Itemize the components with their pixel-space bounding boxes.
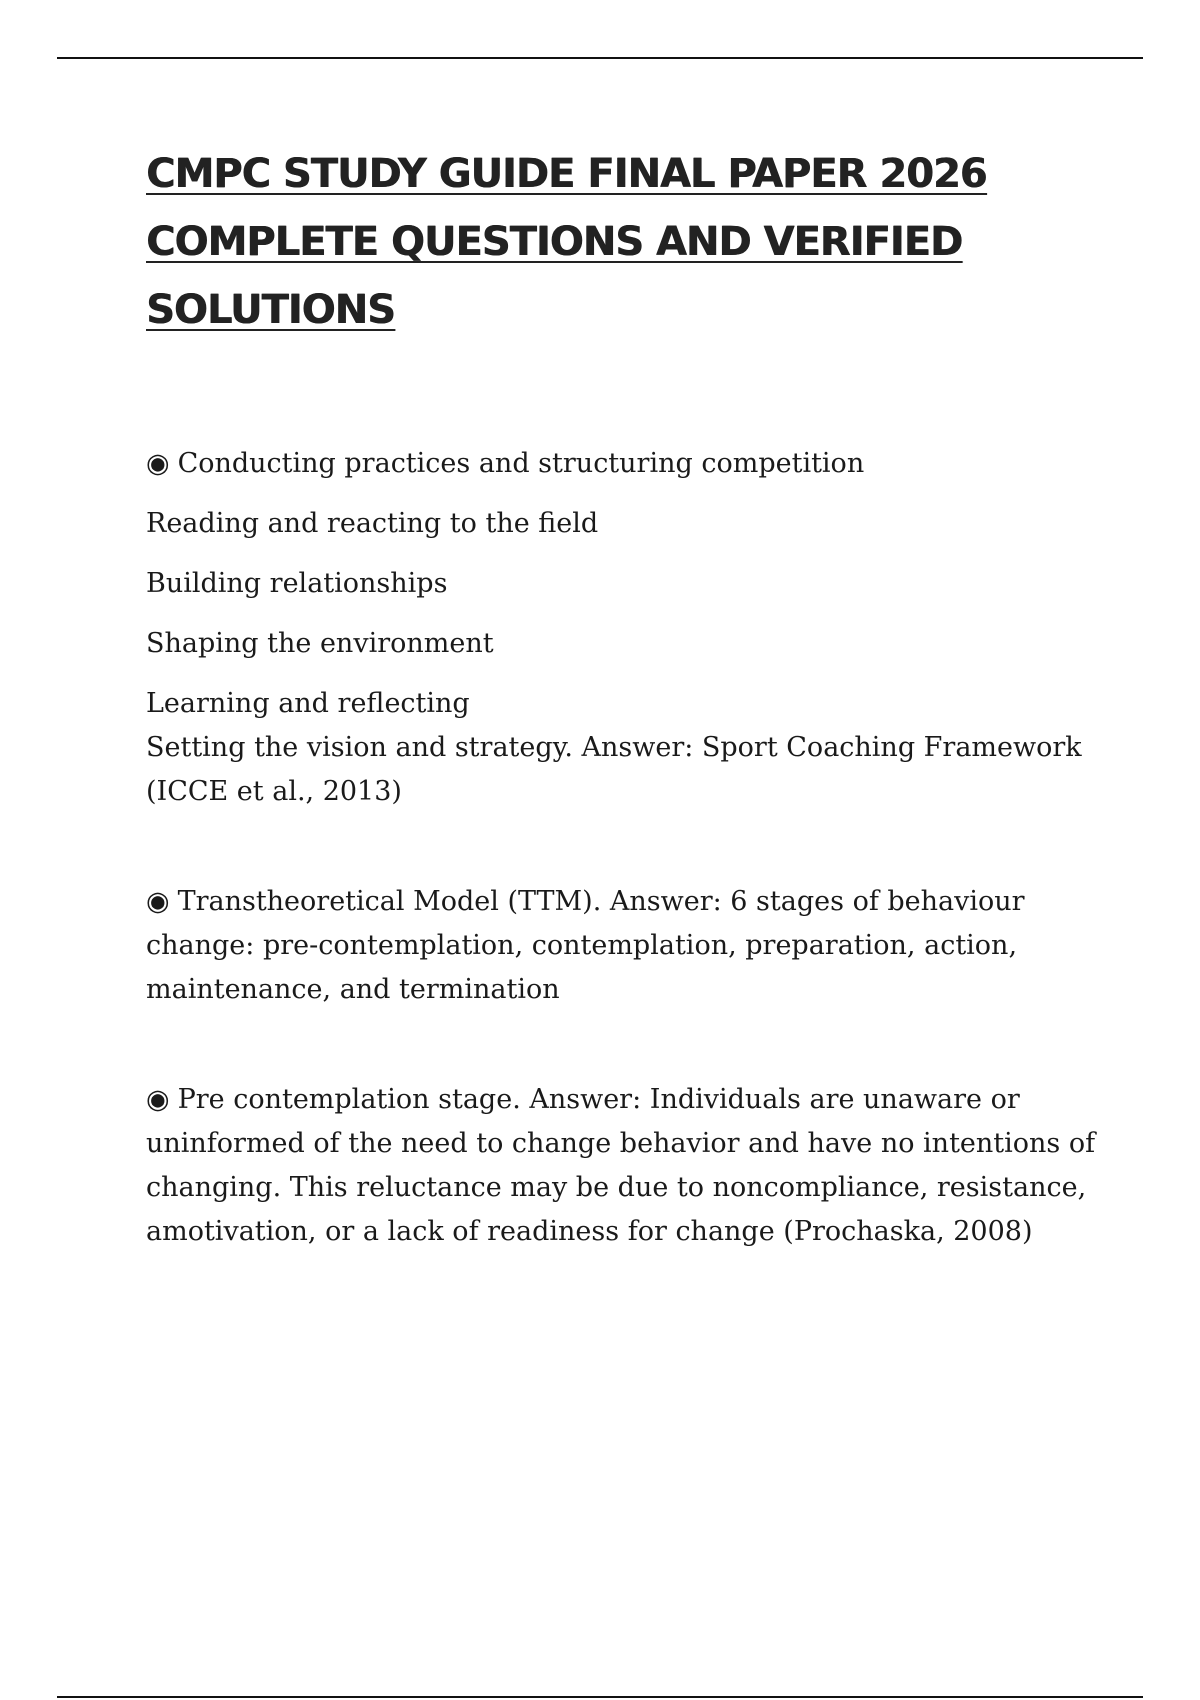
qa-item-3-body: Pre contemplation stage. Answer: Individuals are unaware or uninformed of the need to change behavior and have no intentions of changing. This reluctance may be due to noncompliance, resistance, amotivation, or a lack of readiness for change (Prochaska, 2008): [146, 1084, 1096, 1247]
top-rule: [57, 57, 1143, 59]
qa-item-1-line-4: Shaping the environment: [146, 628, 494, 659]
document-title-text: CMPC STUDY GUIDE FINAL PAPER 2026 COMPLETE QUESTIONS AND VERIFIED SOLUTIONS: [146, 151, 987, 333]
qa-item-1-line-1: [146, 442, 1096, 486]
qa-item-2-body: Transtheoretical Model (TTM). Answer: 6 stages of behaviour change: pre-contemplation, contemplation, preparation, action, maintenance, and termination: [146, 886, 1025, 1005]
qa-item-3: [146, 1078, 1096, 1254]
bullet-icon: ◉: [146, 448, 170, 479]
bottom-rule: [57, 1696, 1143, 1698]
document-title: [146, 140, 1106, 344]
bullet-icon: ◉: [146, 886, 170, 917]
qa-item-1-line-2: Reading and reacting to the field: [146, 508, 599, 539]
qa-item-2: [146, 880, 1096, 1012]
qa-item-2-text: [146, 880, 1096, 1012]
document-body: [146, 442, 1096, 1254]
qa-item-1-line-5: Learning and reflecting: [146, 688, 470, 719]
qa-item-3-text: [146, 1078, 1096, 1254]
qa-item-1-line-6: Setting the vision and strategy. Answer: Sport Coaching Framework (ICCE et al., 2013): [146, 732, 1082, 807]
qa-item-1: [146, 442, 1096, 814]
qa-item-1-line-3: Building relationships: [146, 568, 448, 599]
qa-item-1-text: Conducting practices and structuring competition: [177, 448, 865, 479]
bullet-icon: ◉: [146, 1084, 170, 1115]
